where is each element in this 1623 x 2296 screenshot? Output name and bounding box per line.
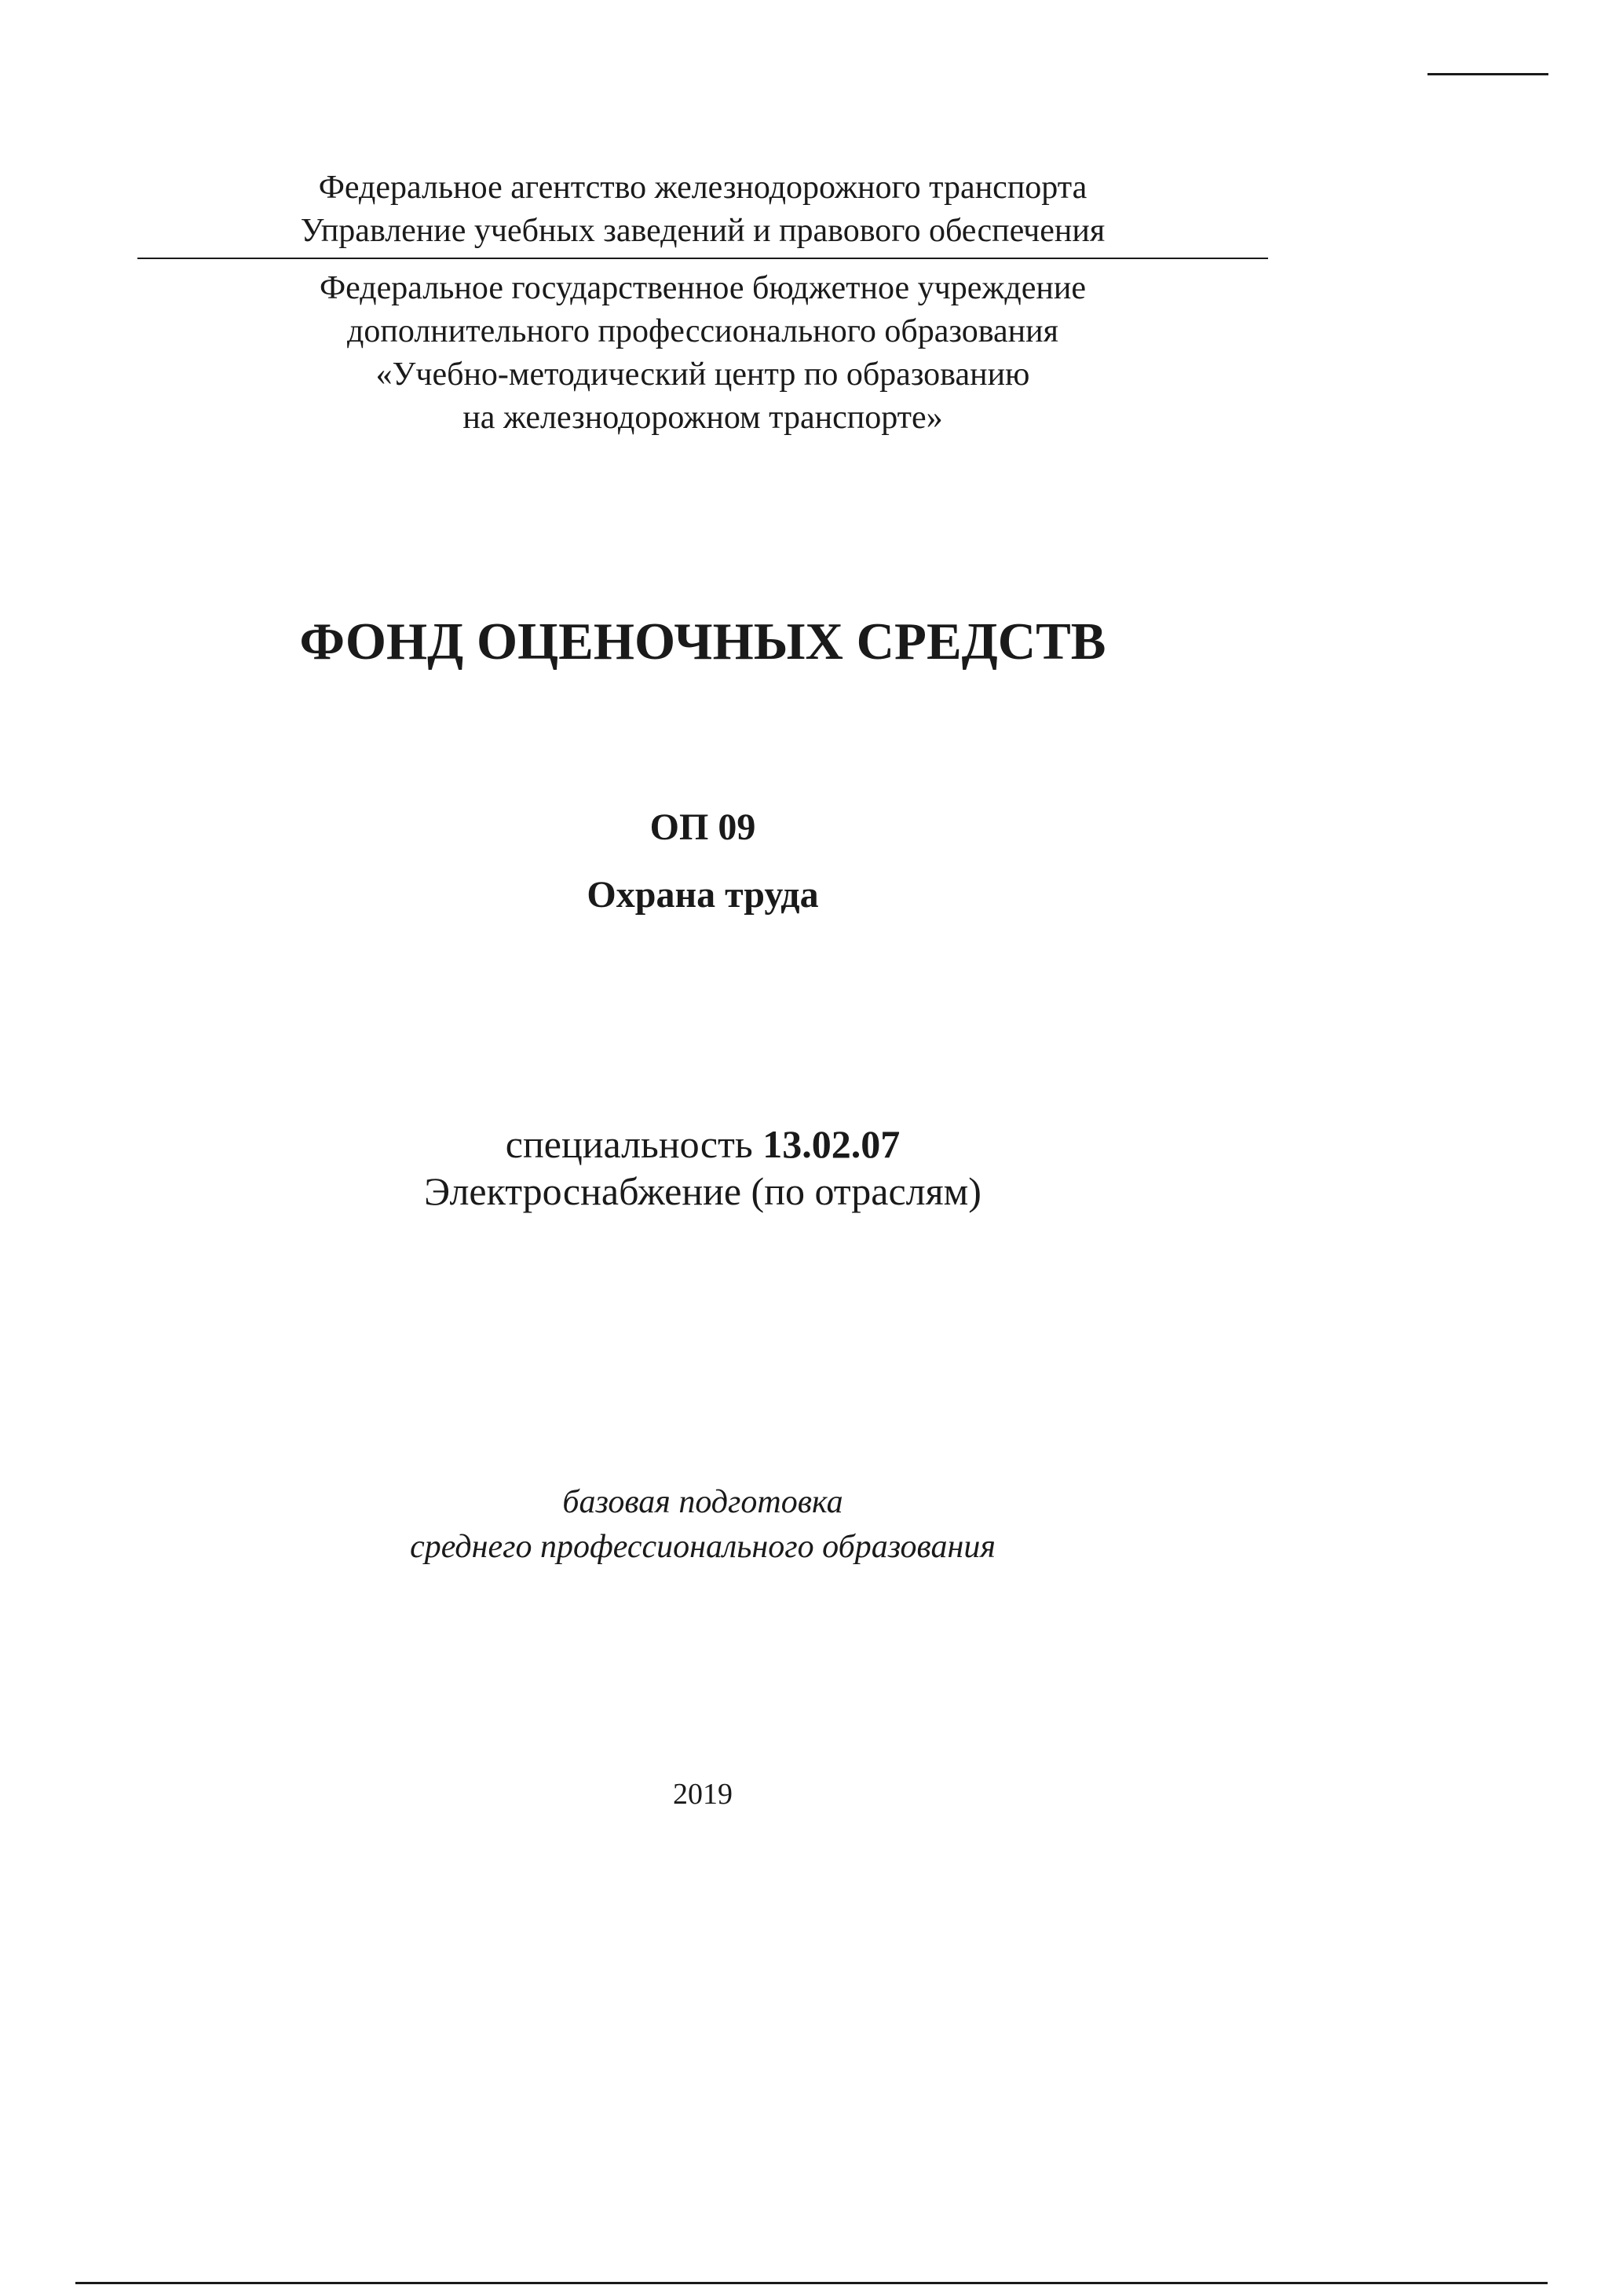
specialty-name: Электроснабжение (по отраслям) (424, 1169, 981, 1213)
top-right-rule (1427, 73, 1548, 75)
training-level-block (137, 1480, 1268, 1570)
organization-line: на железнодорожном транспорте» (462, 400, 943, 436)
publication-year: 2019 (673, 1778, 733, 1811)
specialty-prefix: специальность (505, 1122, 763, 1166)
header-block (137, 166, 1268, 253)
agency-name: Федеральное агентство железнодорожного транспорта (318, 170, 1087, 206)
specialty-block (137, 1121, 1268, 1215)
organization-line: дополнительного профессионального образования (347, 313, 1058, 349)
header-divider (137, 258, 1268, 259)
document-title: ФОНД ОЦЕНОЧНЫХ СРЕДСТВ (299, 612, 1106, 671)
specialty-code: 13.02.07 (762, 1122, 901, 1166)
specialty-line (137, 1121, 1268, 1168)
discipline-code: ОП 09 (649, 806, 756, 848)
department-name: Управление учебных заведений и правового обеспечения (300, 213, 1106, 249)
training-level-line: базовая подготовка (562, 1484, 843, 1520)
organization-block (137, 267, 1268, 440)
bottom-rule (75, 2282, 1548, 2284)
discipline-name: Охрана труда (587, 874, 819, 916)
training-level-line: среднего профессионального образования (410, 1529, 996, 1565)
organization-line: Федеральное государственное бюджетное учреждение (319, 270, 1086, 306)
organization-line: «Учебно-методический центр по образованию (375, 356, 1030, 393)
